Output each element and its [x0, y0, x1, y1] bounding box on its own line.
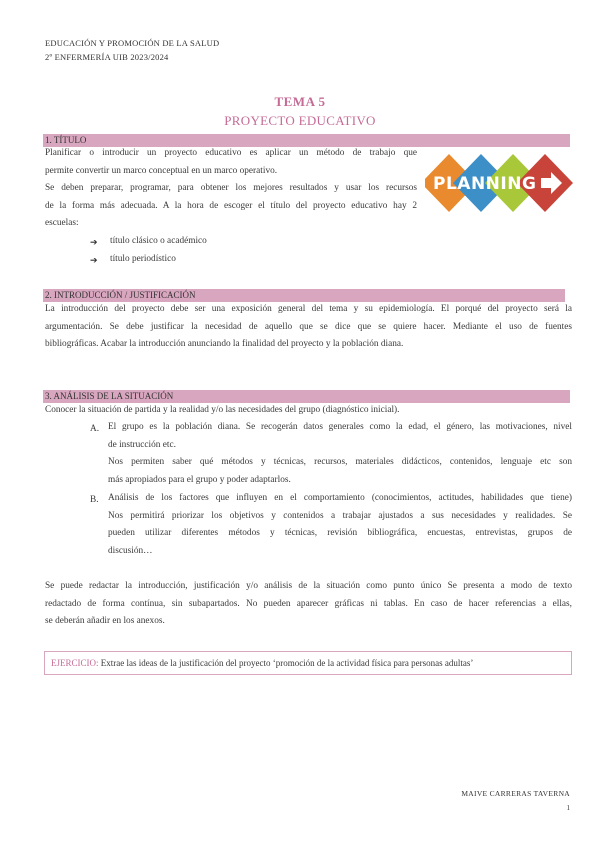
page-subtitle: PROYECTO EDUCATIVO — [224, 113, 376, 128]
section3-intro: Conocer la situación de partida y la realidad y/o las necesidades del grupo (diagnóstico inicial). — [45, 405, 400, 415]
text-line: Se deben preparar, programar, para obtener los mejores resultados y usar los recursos — [45, 183, 417, 193]
header-course: 2º ENFERMERÍA UIB 2023/2024 — [45, 52, 169, 62]
page-number: 1 — [566, 804, 570, 812]
exercise-text: Extrae las ideas de la justificación del proyecto ‘promoción de la actividad física para personas adultas’ — [98, 658, 474, 668]
logo-text: PLANNING — [433, 174, 537, 194]
text-line: permite convertir un marco conceptual en un marco operativo. — [45, 165, 278, 176]
text-line: Nos permiten saber qué métodos y técnicas, recursos, materiales didácticos, contenidos, lenguaje etc son — [108, 457, 572, 467]
section-heading-introduccion: 2. INTRODUCCIÓN / JUSTIFICACIÓN — [43, 289, 565, 302]
section3-item-a — [108, 419, 572, 489]
text-line: El grupo es la población diana. Se recogerán datos generales como la edad, el género, las motivaciones, nivel — [108, 422, 572, 432]
list-item: título periodístico — [110, 254, 176, 264]
text-line: de instrucción etc. — [108, 439, 176, 450]
text-line: escuelas: — [45, 218, 79, 228]
section2-paragraph — [45, 301, 572, 354]
planning-logo-image — [425, 152, 575, 214]
header-subject: EDUCACIÓN Y PROMOCIÓN DE LA SALUD — [45, 38, 220, 48]
text-line: Planificar o introducir un proyecto educativo es aplicar un método de trabajo que — [45, 148, 417, 158]
section-heading-titulo: 1. TÍTULO — [43, 134, 570, 147]
exercise-box — [44, 651, 572, 675]
section3-closing-paragraph — [45, 578, 572, 631]
page-title: TEMA 5 — [274, 94, 326, 109]
text-line: Análisis de los factores que influyen en el comportamiento (conocimientos, actitudes, habilidades que tiene) — [108, 493, 572, 503]
list-letter: B. — [90, 495, 99, 505]
text-line: La introducción del proyecto debe ser una exposición general del tema y su epidemiología. El porqué del proyecto será la — [45, 304, 572, 314]
text-line: de la forma más adecuada. A la hora de escoger el título del proyecto educativo hay 2 — [45, 200, 417, 211]
text-line: redactado de forma contínua, sin subapartados. No pueden aparecer gráficas ni tablas. En caso de hacer referencias a ellas, — [45, 598, 572, 609]
list-letter: A. — [90, 424, 100, 434]
section1-paragraph — [45, 145, 417, 233]
arrow-bullet-icon: ➔ — [90, 237, 98, 247]
text-line: argumentación. Se debe justificar la necesidad de aquello que se dice que se quiere hacer. Mediante el uso de fuentes — [45, 321, 572, 332]
list-item: título clásico o académico — [110, 236, 207, 246]
section-heading-analisis: 3. ANÁLISIS DE LA SITUACIÓN — [43, 390, 570, 403]
text-line: pueden utilizar diferentes métodos y técnicas, revisión bibliográfica, encuestas, entrevistas, grupos de — [108, 528, 572, 538]
exercise-label: EJERCICIO: — [51, 658, 99, 668]
text-line: Se puede redactar la introducción, justificación y/o análisis de la situación como punto único Se presenta a modo de texto — [45, 581, 572, 591]
footer-author: MAIVE CARRERAS TAVERNA — [461, 789, 570, 798]
text-line: Nos permitirá priorizar los objetivos y contenidos a trabajar ajustados a sus necesidades y realidades. Se — [108, 510, 572, 521]
arrow-bullet-icon: ➔ — [90, 255, 98, 265]
text-line: más apropiados para el grupo y poder adaptarlos. — [108, 474, 291, 485]
text-line: discusión… — [108, 545, 153, 556]
section3-item-b — [108, 490, 572, 560]
text-line: se deberán añadir en los anexos. — [45, 616, 165, 626]
text-line: bibliográficas. Acabar la introducción anunciando la finalidad del proyecto y la población diana. — [45, 339, 404, 349]
